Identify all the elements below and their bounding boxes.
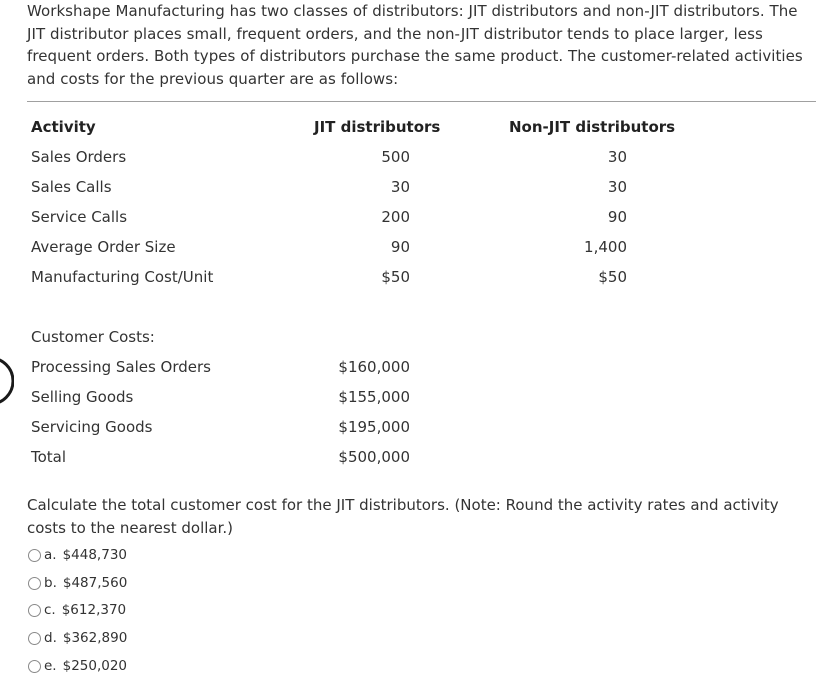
- activity-jit-value: 200: [381, 208, 410, 226]
- problem-intro: Workshape Manufacturing has two classes of distributors: JIT distributors and non-JIT distributors. The JIT distributor places small, frequent orders, and the non-JIT distributor tends to place larger, less frequent orders. Both types of distributors purchase the same product. The customer-related activities and costs for the previous quarter are as follows:: [27, 2, 803, 88]
- answer-option[interactable]: [28, 656, 127, 676]
- option-letter: e.: [44, 658, 57, 674]
- header-activity: Activity: [31, 118, 96, 136]
- activity-jit-value: $50: [381, 268, 410, 286]
- radio-button[interactable]: [28, 604, 41, 617]
- activity-label: Sales Orders: [31, 148, 127, 166]
- radio-button[interactable]: [28, 577, 41, 590]
- activity-jit-value: 500: [381, 148, 410, 166]
- option-text: $362,890: [62, 630, 128, 646]
- activity-jit-value: 90: [390, 238, 410, 256]
- cost-label: Total: [31, 448, 67, 466]
- activity-jit-value: 30: [390, 178, 410, 196]
- radio-button[interactable]: [28, 632, 41, 645]
- option-text: $487,560: [62, 575, 128, 591]
- activity-non-jit-value: 30: [607, 178, 627, 196]
- activity-label: Sales Calls: [31, 178, 112, 196]
- cost-label: Servicing Goods: [31, 418, 153, 436]
- option-text: $448,730: [62, 547, 127, 563]
- cost-value: $195,000: [338, 418, 410, 436]
- section-divider: [27, 101, 816, 102]
- answer-option[interactable]: [28, 600, 126, 620]
- cost-value: $160,000: [338, 358, 410, 376]
- option-letter: d.: [44, 630, 57, 646]
- activity-non-jit-value: 30: [607, 148, 627, 166]
- header-jit: JIT distributors: [314, 118, 441, 136]
- question-text: Calculate the total customer cost for the JIT distributors. (Note: Round the activity rates and activity costs to the nearest dollar.): [27, 496, 779, 537]
- header-non-jit: Non-JIT distributors: [509, 118, 676, 136]
- answer-option[interactable]: [28, 573, 127, 593]
- option-text: $250,020: [62, 658, 128, 674]
- activity-non-jit-value: $50: [598, 268, 627, 286]
- option-letter: c.: [44, 602, 56, 618]
- answer-option[interactable]: [28, 545, 127, 565]
- answer-option[interactable]: [28, 628, 127, 648]
- cost-label: Processing Sales Orders: [31, 358, 211, 376]
- customer-costs-title: Customer Costs:: [31, 328, 155, 346]
- activity-non-jit-value: 90: [607, 208, 627, 226]
- activity-label: Service Calls: [31, 208, 128, 226]
- option-letter: b.: [44, 575, 57, 591]
- cost-value: $155,000: [338, 388, 410, 406]
- radio-button[interactable]: [28, 549, 41, 562]
- activity-label: Manufacturing Cost/Unit: [31, 268, 214, 286]
- arc-icon: [0, 356, 14, 406]
- option-text: $612,370: [61, 602, 127, 618]
- cost-label: Selling Goods: [31, 388, 134, 406]
- activity-label: Average Order Size: [31, 238, 176, 256]
- option-letter: a.: [44, 547, 57, 563]
- cost-value: $500,000: [338, 448, 410, 466]
- activity-non-jit-value: 1,400: [584, 238, 627, 256]
- radio-button[interactable]: [28, 660, 41, 673]
